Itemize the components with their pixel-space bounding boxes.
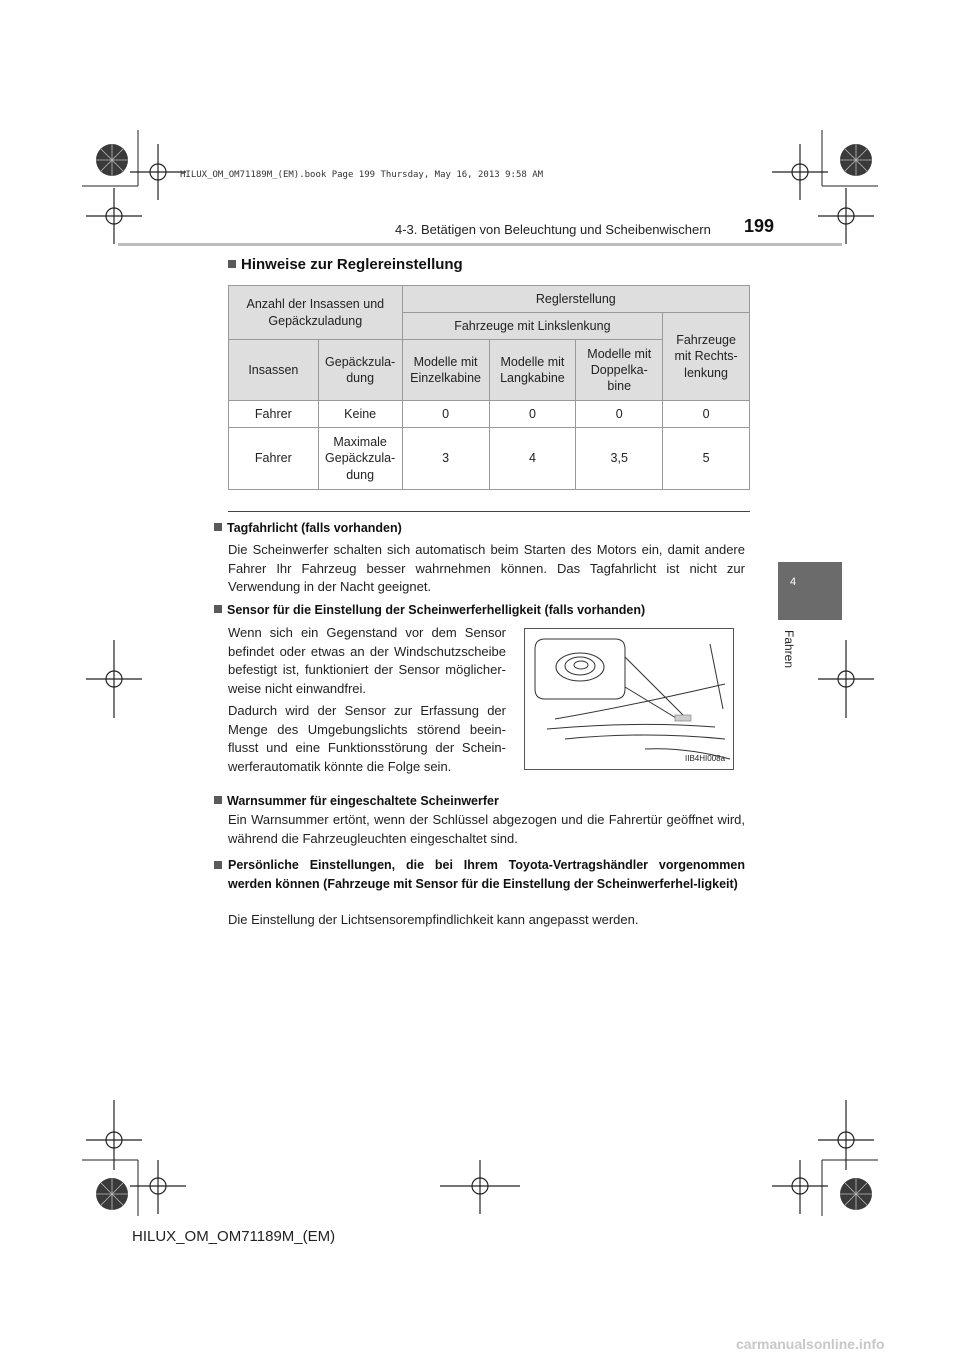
figure-code: IIB4HI008a [685,754,726,763]
light-sensor-text-2: Dadurch wird der Sensor zur Erfassung der Menge des Umgebungslichts störend beein-flusst und eine Funktionsstörung der Schein-werferautomatik könnte die Folge sein. [228,703,506,774]
header-regulator-position: Reglerstellung [402,286,749,313]
item-heading-light-sensor [214,603,645,617]
cell-double-cab: 3,5 [576,428,663,490]
light-sensor-text-1: Wenn sich ein Gegenstand vor dem Sensor befindet oder etwas an der Windschutzscheibe befestigt ist, funktioniert der Sensor möglicher-weise nicht einwandfrei. [228,625,506,696]
customization-text: Die Einstellung der Lichtsensorempfindlichkeit kann angepasst werden. [228,912,639,927]
bullet-square-icon [228,260,236,268]
header-double-cab: Modelle mit Doppelka-bine [576,340,663,401]
item-heading-text: Persönliche Einstellungen, die bei Ihrem Toyota-Vertragshändler vorgenommen werden können (Fahrzeuge mit Sensor für die Einstellung der Scheinwerferhel-ligkeit) [228,858,745,891]
header-right-hand-drive: Fahrzeuge mit Rechts-lenkung [663,313,750,401]
header-occupants: Insassen [229,340,319,401]
cell-luggage: Maximale Gepäckzula-dung [318,428,402,490]
item-heading-customization [214,856,745,893]
cell-occupants: Fahrer [229,428,319,490]
header-single-cab: Modelle mit Einzelkabine [402,340,489,401]
item-heading-text: Tagfahrlicht (falls vorhanden) [227,521,402,535]
bullet-square-icon [214,861,222,869]
section-title-text: Hinweise zur Reglereinstellung [241,256,463,273]
chapter-tab-number: 4 [790,576,797,588]
header-left-hand-drive: Fahrzeuge mit Linkslenkung [402,313,663,340]
cell-extra-cab: 4 [489,428,576,490]
chapter-tab-label: Fahren [782,630,796,669]
cell-luggage: Keine [318,401,402,428]
cell-double-cab: 0 [576,401,663,428]
cell-single-cab: 0 [402,401,489,428]
cell-right-hand-drive: 5 [663,428,750,490]
daytime-lights-text: Die Scheinwerfer schalten sich automatisch beim Starten des Motors ein, damit andere Fahrer Ihr Fahrzeug besser wahrnehmen können. Das Tagfahrlicht ist nicht zur Verwendung in der Nacht geeignet. [228,542,745,594]
header-occupants-load: Anzahl der Insassen und Gepäckzuladung [229,286,403,340]
cell-single-cab: 3 [402,428,489,490]
section-title [228,256,463,273]
windshield-sensor-illustration [525,629,733,769]
item-heading-text: Warnsummer für eingeschaltete Scheinwerfer [227,794,499,808]
footer-manual-code: HILUX_OM_OM71189M_(EM) [132,1228,336,1245]
cell-extra-cab: 0 [489,401,576,428]
header-extra-cab: Modelle mit Langkabine [489,340,576,401]
bullet-square-icon [214,523,222,531]
chapter-title: 4-3. Betätigen von Beleuchtung und Scheibenwischern [395,222,711,237]
table-row [229,428,750,490]
bullet-square-icon [214,796,222,804]
chapter-side-tab [778,562,842,620]
warning-buzzer-text: Ein Warnsummer ertönt, wenn der Schlüssel abgezogen und die Fahrertür geöffnet wird, während die Fahrzeugleuchten eingeschaltet sind. [228,812,745,846]
book-info-line: HILUX_OM_OM71189M_(EM).book Page 199 Thursday, May 16, 2013 9:58 AM [180,170,544,180]
bullet-square-icon [214,605,222,613]
header-luggage: Gepäckzula-dung [318,340,402,401]
header-divider [118,243,842,246]
item-heading-warning-buzzer [214,794,499,808]
section-divider [228,511,750,512]
cell-right-hand-drive: 0 [663,401,750,428]
table-row [229,401,750,428]
item-heading-text: Sensor für die Einstellung der Scheinwerferhelligkeit (falls vorhanden) [227,603,646,617]
page-number: 199 [744,216,775,236]
regulator-table [228,285,750,490]
light-sensor-figure [524,628,734,770]
watermark: carmanualsonline.info [736,1336,885,1352]
item-heading-daytime-lights [214,521,402,535]
cell-occupants: Fahrer [229,401,319,428]
